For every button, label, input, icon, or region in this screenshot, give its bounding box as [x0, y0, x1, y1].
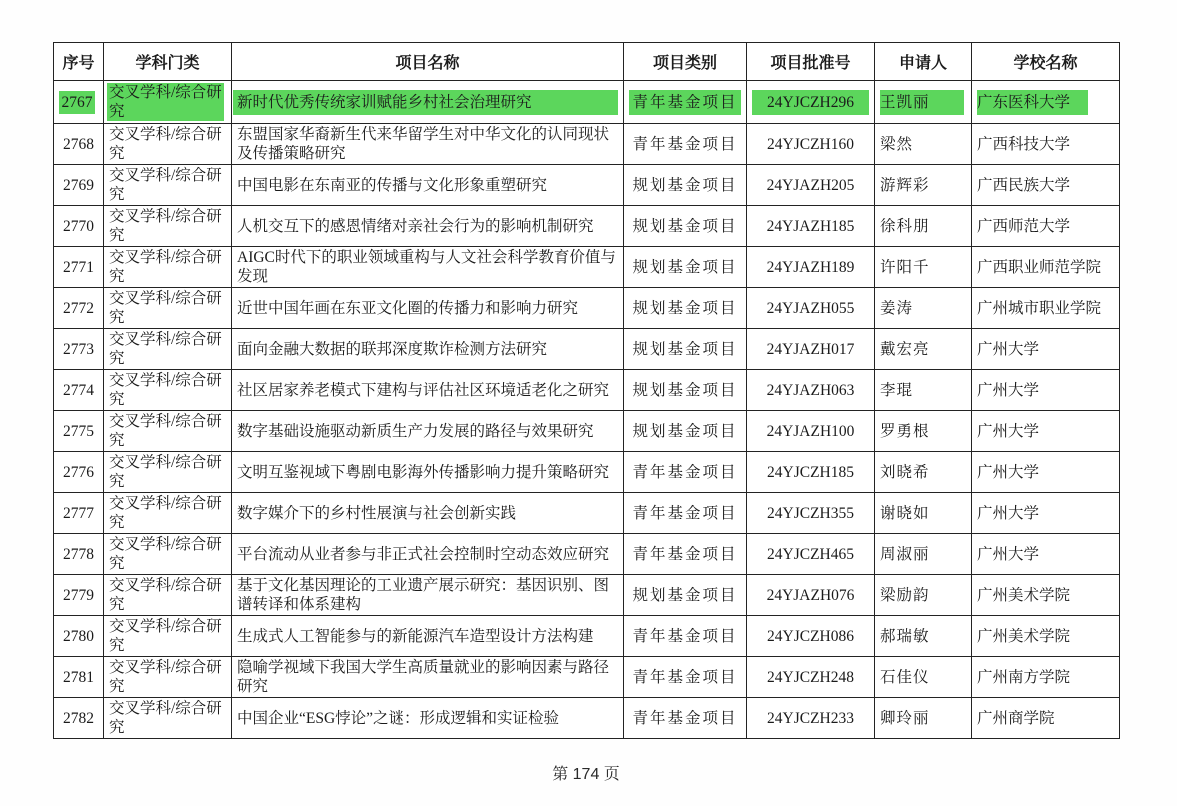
cell-no	[54, 165, 104, 206]
cell-applicant	[875, 657, 972, 698]
cell-school-text: 广东医科大学	[977, 90, 1088, 115]
cell-applicant	[875, 411, 972, 452]
cell-name-text: 基于文化基因理论的工业遗产展示研究：基因识别、图谱转译和体系建构	[237, 577, 610, 613]
cell-type	[624, 616, 747, 657]
cell-type	[624, 206, 747, 247]
cell-name-text: 数字基础设施驱动新质生产力发展的路径与效果研究	[237, 422, 594, 440]
cell-category-text: 交叉学科/综合研究	[109, 659, 222, 695]
cell-no	[54, 616, 104, 657]
cell-category-text: 交叉学科/综合研究	[109, 454, 222, 490]
cell-no-text: 2780	[63, 627, 94, 645]
cell-type	[624, 411, 747, 452]
cell-school	[972, 247, 1120, 288]
cell-applicant-text: 姜涛	[880, 299, 914, 317]
cell-applicant	[875, 247, 972, 288]
cell-type	[624, 452, 747, 493]
cell-category	[104, 81, 232, 124]
cell-no	[54, 575, 104, 616]
cell-applicant-text: 戴宏亮	[880, 340, 930, 358]
header-label: 项目批准号	[770, 55, 851, 72]
table-body	[54, 81, 1120, 739]
cell-grant-text: 24YJAZH205	[766, 176, 855, 194]
cell-category	[104, 411, 232, 452]
cell-applicant-text: 石佳仪	[880, 668, 930, 686]
cell-no-text: 2782	[63, 709, 94, 727]
cell-applicant-text: 李琨	[880, 381, 914, 399]
cell-category	[104, 575, 232, 616]
cell-grant	[747, 534, 875, 575]
cell-no	[54, 411, 104, 452]
cell-school-text: 广州大学	[977, 422, 1040, 440]
cell-applicant	[875, 698, 972, 739]
table-row	[54, 329, 1120, 370]
cell-applicant	[875, 288, 972, 329]
cell-type-text: 规划基金项目	[632, 217, 738, 235]
cell-grant-text: 24YJCZH355	[767, 504, 854, 522]
cell-school-text: 广州大学	[977, 504, 1040, 522]
cell-category-text: 交叉学科/综合研究	[109, 700, 222, 736]
cell-grant-text: 24YJAZH055	[766, 299, 855, 317]
cell-category	[104, 288, 232, 329]
cell-name	[232, 411, 624, 452]
cell-no	[54, 493, 104, 534]
cell-type	[624, 657, 747, 698]
cell-applicant-text: 徐科朋	[880, 217, 930, 235]
cell-school-text: 广州南方学院	[977, 668, 1071, 686]
cell-name-text: 东盟国家华裔新生代来华留学生对中华文化的认同现状及传播策略研究	[237, 126, 610, 162]
cell-applicant	[875, 575, 972, 616]
cell-grant	[747, 288, 875, 329]
cell-category-text: 交叉学科/综合研究	[109, 208, 222, 244]
cell-type	[624, 329, 747, 370]
header-row	[54, 43, 1120, 81]
cell-type-text: 青年基金项目	[632, 463, 738, 481]
cell-applicant	[875, 534, 972, 575]
cell-school-text: 广西职业师范学院	[977, 258, 1102, 276]
cell-school-text: 广州大学	[977, 340, 1040, 358]
cell-type-text: 规划基金项目	[632, 176, 738, 194]
cell-grant	[747, 493, 875, 534]
cell-grant	[747, 452, 875, 493]
cell-school	[972, 206, 1120, 247]
cell-no-text: 2770	[63, 217, 94, 235]
cell-name-text: 平台流动从业者参与非正式社会控制时空动态效应研究	[237, 545, 610, 563]
table-row	[54, 288, 1120, 329]
table-row	[54, 452, 1120, 493]
cell-name-text: 文明互鉴视域下粤剧电影海外传播影响力提升策略研究	[237, 463, 610, 481]
cell-grant-text: 24YJCZH296	[752, 90, 869, 115]
cell-applicant-text: 许阳千	[880, 258, 930, 276]
header-label: 学科门类	[135, 55, 200, 72]
cell-name	[232, 247, 624, 288]
cell-name-text: 生成式人工智能参与的新能源汽车造型设计方法构建	[237, 627, 594, 645]
cell-type-text: 青年基金项目	[629, 90, 741, 115]
cell-applicant	[875, 452, 972, 493]
cell-school-text: 广西科技大学	[977, 135, 1071, 153]
cell-type-text: 青年基金项目	[632, 504, 738, 522]
cell-name	[232, 575, 624, 616]
cell-school	[972, 452, 1120, 493]
cell-no-text: 2777	[63, 504, 94, 522]
cell-grant	[747, 370, 875, 411]
header-cell-applicant	[875, 43, 972, 81]
header-cell-no	[54, 43, 104, 81]
table-row	[54, 411, 1120, 452]
cell-grant	[747, 247, 875, 288]
cell-name	[232, 452, 624, 493]
cell-type	[624, 534, 747, 575]
cell-no-text: 2781	[63, 668, 94, 686]
cell-school-text: 广西师范大学	[977, 217, 1071, 235]
cell-category-text: 交叉学科/综合研究	[109, 126, 222, 162]
cell-name	[232, 616, 624, 657]
cell-no-text: 2778	[63, 545, 94, 563]
table-row	[54, 575, 1120, 616]
cell-category-text: 交叉学科/综合研究	[109, 372, 222, 408]
table-header	[54, 43, 1120, 81]
cell-applicant-text: 梁然	[880, 135, 914, 153]
cell-name	[232, 81, 624, 124]
cell-school-text: 广州城市职业学院	[977, 299, 1102, 317]
cell-school-text: 广州大学	[977, 381, 1040, 399]
cell-grant-text: 24YJCZH086	[767, 627, 854, 645]
cell-grant	[747, 329, 875, 370]
cell-school-text: 广西民族大学	[977, 176, 1071, 194]
cell-no	[54, 534, 104, 575]
cell-name-text: 人机交互下的感恩情绪对亲社会行为的影响机制研究	[237, 217, 594, 235]
cell-grant	[747, 165, 875, 206]
cell-category-text: 交叉学科/综合研究	[109, 618, 222, 654]
cell-grant-text: 24YJCZH185	[767, 463, 854, 481]
cell-applicant	[875, 165, 972, 206]
cell-category-text: 交叉学科/综合研究	[109, 249, 222, 285]
cell-applicant-text: 谢晓如	[880, 504, 930, 522]
cell-no-text: 2775	[63, 422, 94, 440]
cell-type	[624, 493, 747, 534]
cell-category-text: 交叉学科/综合研究	[109, 536, 222, 572]
cell-category	[104, 124, 232, 165]
cell-name-text: 中国企业“ESG悖论”之谜：形成逻辑和实证检验	[237, 709, 560, 727]
cell-category	[104, 329, 232, 370]
table-row	[54, 493, 1120, 534]
cell-applicant	[875, 493, 972, 534]
cell-applicant-text: 刘晓希	[880, 463, 930, 481]
cell-grant-text: 24YJAZH076	[766, 586, 855, 604]
cell-name-text: 社区居家养老模式下建构与评估社区环境适老化之研究	[237, 381, 610, 399]
cell-no	[54, 288, 104, 329]
cell-type	[624, 165, 747, 206]
cell-category-text: 交叉学科/综合研究	[109, 290, 222, 326]
table-row	[54, 370, 1120, 411]
cell-school	[972, 329, 1120, 370]
cell-no-text: 2767	[59, 91, 95, 114]
table-row	[54, 657, 1120, 698]
table-row	[54, 206, 1120, 247]
cell-no	[54, 206, 104, 247]
table-row	[54, 124, 1120, 165]
cell-no	[54, 370, 104, 411]
header-cell-name	[232, 43, 624, 81]
cell-no	[54, 329, 104, 370]
cell-type-text: 青年基金项目	[632, 135, 738, 153]
cell-category	[104, 452, 232, 493]
cell-type-text: 规划基金项目	[632, 340, 738, 358]
cell-school	[972, 575, 1120, 616]
header-label: 项目类别	[652, 55, 717, 72]
cell-no	[54, 81, 104, 124]
cell-type	[624, 698, 747, 739]
header-label: 学校名称	[1013, 55, 1078, 72]
cell-no-text: 2776	[63, 463, 94, 481]
header-cell-school	[972, 43, 1120, 81]
cell-type-text: 青年基金项目	[632, 627, 738, 645]
cell-category	[104, 206, 232, 247]
cell-grant	[747, 657, 875, 698]
cell-applicant-text: 周淑丽	[880, 545, 930, 563]
cell-category-text: 交叉学科/综合研究	[107, 83, 224, 121]
cell-grant	[747, 124, 875, 165]
cell-name	[232, 534, 624, 575]
cell-applicant	[875, 206, 972, 247]
projects-table	[53, 42, 1120, 739]
cell-category	[104, 616, 232, 657]
cell-type	[624, 247, 747, 288]
cell-grant-text: 24YJAZH017	[766, 340, 855, 358]
table-row	[54, 81, 1120, 124]
cell-no-text: 2779	[63, 586, 94, 604]
cell-type	[624, 124, 747, 165]
page-number: 第 174 页	[552, 766, 620, 783]
table-row	[54, 534, 1120, 575]
cell-no-text: 2773	[63, 340, 94, 358]
cell-school-text: 广州大学	[977, 463, 1040, 481]
cell-name	[232, 657, 624, 698]
cell-category-text: 交叉学科/综合研究	[109, 167, 222, 203]
cell-grant	[747, 575, 875, 616]
cell-no-text: 2769	[63, 176, 94, 194]
cell-grant-text: 24YJCZH233	[767, 709, 854, 727]
cell-category	[104, 698, 232, 739]
cell-type	[624, 575, 747, 616]
cell-grant	[747, 616, 875, 657]
cell-type	[624, 370, 747, 411]
cell-applicant-text: 郝瑞敏	[880, 627, 930, 645]
cell-name-text: 中国电影在东南亚的传播与文化形象重塑研究	[237, 176, 548, 194]
cell-school-text: 广州美术学院	[977, 627, 1071, 645]
cell-applicant-text: 王凯丽	[880, 90, 964, 115]
cell-grant	[747, 206, 875, 247]
cell-category	[104, 165, 232, 206]
cell-school	[972, 124, 1120, 165]
cell-category-text: 交叉学科/综合研究	[109, 577, 222, 613]
table-row	[54, 247, 1120, 288]
cell-grant	[747, 411, 875, 452]
header-label: 申请人	[898, 55, 947, 72]
cell-school	[972, 493, 1120, 534]
cell-no	[54, 124, 104, 165]
cell-name	[232, 124, 624, 165]
cell-name	[232, 206, 624, 247]
cell-school	[972, 698, 1120, 739]
cell-type-text: 青年基金项目	[632, 668, 738, 686]
cell-category	[104, 247, 232, 288]
cell-applicant	[875, 329, 972, 370]
cell-type-text: 规划基金项目	[632, 422, 738, 440]
cell-school	[972, 165, 1120, 206]
cell-applicant	[875, 124, 972, 165]
cell-school	[972, 534, 1120, 575]
cell-type-text: 规划基金项目	[632, 299, 738, 317]
cell-name	[232, 698, 624, 739]
cell-name-text: AIGC时代下的职业领域重构与人文社会科学教育价值与发现	[237, 249, 616, 285]
cell-school	[972, 657, 1120, 698]
cell-school-text: 广州大学	[977, 545, 1040, 563]
cell-school	[972, 81, 1120, 124]
cell-applicant-text: 卿玲丽	[880, 709, 930, 727]
cell-grant	[747, 698, 875, 739]
table-row	[54, 616, 1120, 657]
cell-category-text: 交叉学科/综合研究	[109, 495, 222, 531]
cell-category-text: 交叉学科/综合研究	[109, 413, 222, 449]
cell-name-text: 新时代优秀传统家训赋能乡村社会治理研究	[233, 90, 618, 115]
cell-grant-text: 24YJCZH160	[767, 135, 854, 153]
cell-name-text: 数字媒介下的乡村性展演与社会创新实践	[237, 504, 517, 522]
table-row	[54, 698, 1120, 739]
cell-grant	[747, 81, 875, 124]
cell-grant-text: 24YJAZH063	[766, 381, 855, 399]
cell-applicant-text: 游辉彩	[880, 176, 930, 194]
cell-grant-text: 24YJAZH189	[766, 258, 855, 276]
cell-type	[624, 288, 747, 329]
cell-name	[232, 370, 624, 411]
cell-name-text: 隐喻学视域下我国大学生高质量就业的影响因素与路径研究	[237, 659, 610, 695]
cell-category	[104, 657, 232, 698]
cell-applicant	[875, 370, 972, 411]
cell-category-text: 交叉学科/综合研究	[109, 331, 222, 367]
cell-no	[54, 247, 104, 288]
cell-no-text: 2774	[63, 381, 94, 399]
cell-type-text: 青年基金项目	[632, 545, 738, 563]
cell-applicant	[875, 616, 972, 657]
cell-grant-text: 24YJCZH248	[767, 668, 854, 686]
header-cell-grant	[747, 43, 875, 81]
cell-grant-text: 24YJAZH185	[766, 217, 855, 235]
cell-school	[972, 411, 1120, 452]
cell-applicant	[875, 81, 972, 124]
cell-type-text: 规划基金项目	[632, 381, 738, 399]
cell-category	[104, 534, 232, 575]
header-label: 项目名称	[395, 55, 460, 72]
cell-school-text: 广州美术学院	[977, 586, 1071, 604]
cell-type	[624, 81, 747, 124]
header-cell-category	[104, 43, 232, 81]
cell-school	[972, 288, 1120, 329]
cell-no	[54, 657, 104, 698]
cell-school	[972, 370, 1120, 411]
table-row	[54, 165, 1120, 206]
cell-grant-text: 24YJCZH465	[767, 545, 854, 563]
cell-name	[232, 165, 624, 206]
cell-name	[232, 288, 624, 329]
cell-no-text: 2768	[63, 135, 94, 153]
header-label: 序号	[62, 55, 95, 72]
header-cell-type	[624, 43, 747, 81]
cell-grant-text: 24YJAZH100	[766, 422, 855, 440]
cell-category	[104, 370, 232, 411]
cell-name-text: 面向金融大数据的联邦深度欺诈检测方法研究	[237, 340, 548, 358]
cell-no	[54, 452, 104, 493]
cell-no-text: 2772	[63, 299, 94, 317]
cell-type-text: 青年基金项目	[632, 709, 738, 727]
cell-type-text: 规划基金项目	[632, 586, 738, 604]
cell-no	[54, 698, 104, 739]
cell-applicant-text: 梁励韵	[880, 586, 930, 604]
cell-applicant-text: 罗勇根	[880, 422, 930, 440]
cell-school	[972, 616, 1120, 657]
cell-name	[232, 493, 624, 534]
cell-type-text: 规划基金项目	[632, 258, 738, 276]
cell-category	[104, 493, 232, 534]
cell-name-text: 近世中国年画在东亚文化圈的传播力和影响力研究	[237, 299, 579, 317]
cell-name	[232, 329, 624, 370]
cell-no-text: 2771	[63, 258, 94, 276]
cell-school-text: 广州商学院	[977, 709, 1055, 727]
